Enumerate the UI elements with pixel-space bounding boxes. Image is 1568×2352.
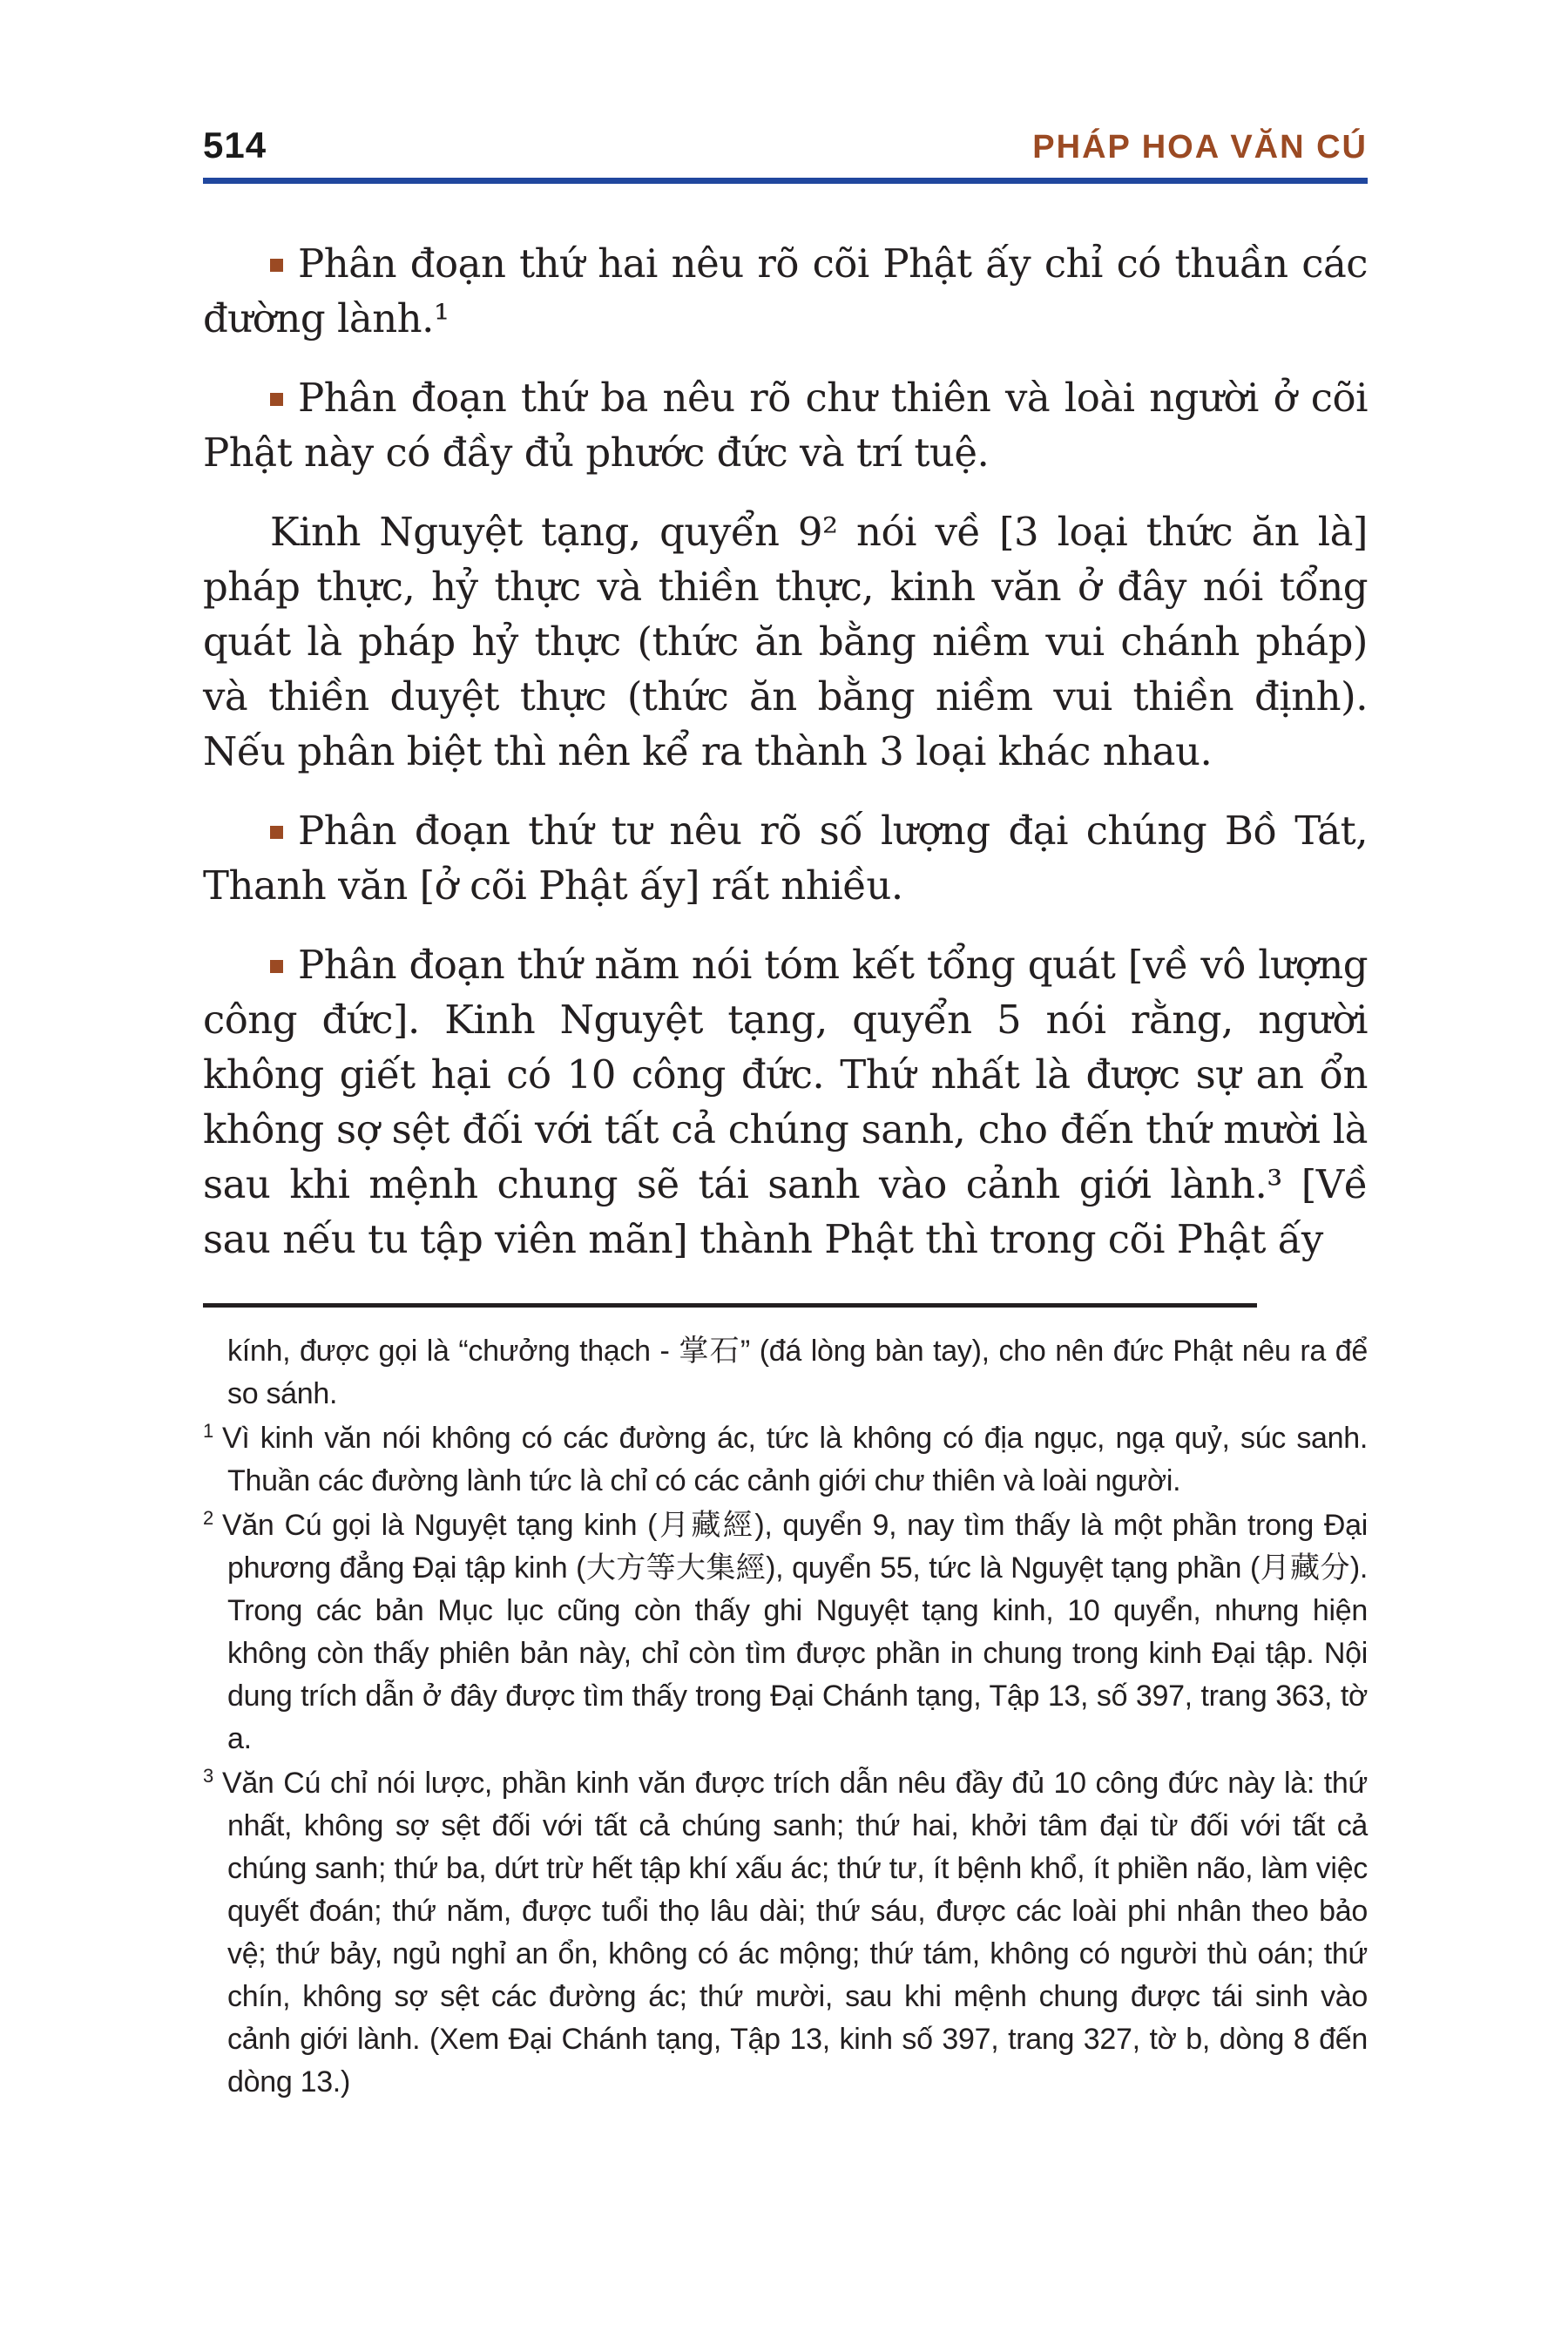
page-number: 514 [203,125,267,166]
paragraph-text: Phân đoạn thứ năm nói tóm kết tổng quát [về vô lượng công đức]. Kinh Nguyệt tạng, quyển 5 nói rằng, người không giết hại có 10 công đức. Thứ nhất là được sự an ổn không sợ sệt đối với tất cả chúng sanh, cho đến thứ mười là sau khi mệnh chung sẽ tái sanh vào cảnh giới lành.³ [Về sau nếu tu tập viên mãn] thành Phật thì trong cõi Phật ấy [203,942,1368,1262]
running-title: PHÁP HOA VĂN CÚ [1032,129,1368,166]
square-bullet-icon [270,960,283,973]
footnote-continuation: kính, được gọi là “chưởng thạch - 掌石” (đá lòng bàn tay), cho nên đức Phật nêu ra để so sánh. [227,1335,1368,1410]
footnote [203,1417,1368,1503]
paragraph-text: Kinh Nguyệt tạng, quyển 9² nói về [3 loại thức ăn là] pháp thực, hỷ thực và thiền thực, kinh văn ở đây nói tổng quát là pháp hỷ thực (thức ăn bằng niềm vui chánh pháp) và thiền duyệt thực (thức ăn bằng niềm vui thiền định). Nếu phân biệt thì nên kể ra thành 3 loại khác nhau. [203,509,1368,774]
footnote-separator-rule [203,1303,1257,1308]
paragraph [203,937,1368,1267]
header-rule [203,178,1368,184]
paragraph-text: Phân đoạn thứ hai nêu rõ cõi Phật ấy chỉ có thuần các đường lành.¹ [203,240,1368,341]
paragraph-text: Phân đoạn thứ ba nêu rõ chư thiên và loài người ở cõi Phật này có đầy đủ phước đức và trí tuệ. [203,375,1368,476]
paragraph [203,236,1368,346]
footnote-text: Vì kinh văn nói không có các đường ác, tức là không có địa ngục, ngạ quỷ, súc sanh. Thuần các đường lành tức là chỉ có các cảnh giới chư thiên và loài người. [221,1422,1368,1497]
footnote-marker: 2 [203,1506,213,1529]
running-header [203,0,1368,164]
main-text [203,236,1368,1267]
footnote-marker: 1 [203,1419,213,1442]
footnote [203,1504,1368,1761]
paragraph [203,504,1368,779]
paragraph [203,803,1368,913]
footnote-text: Văn Cú gọi là Nguyệt tạng kinh (月藏經), quyển 9, nay tìm thấy là một phần trong Đại phương đẳng Đại tập kinh (大方等大集經), quyển 55, tức là Nguyệt tạng phần (月藏分). Trong các bản Mục lục cũng còn thấy ghi Nguyệt tạng kinh, 10 quyển, nhưng hiện không còn thấy phiên bản này, chỉ còn tìm được phần in chung trong kinh Đại tập. Nội dung trích dẫn ở đây được tìm thấy trong Đại Chánh tạng, Tập 13, số 397, trang 363, tờ a. [221,1509,1368,1755]
square-bullet-icon [270,259,283,272]
square-bullet-icon [270,393,283,406]
paragraph [203,370,1368,480]
footnote [203,1762,1368,2104]
paragraph-text: Phân đoạn thứ tư nêu rõ số lượng đại chúng Bồ Tát, Thanh văn [ở cõi Phật ấy] rất nhiều. [203,808,1368,909]
footnote-text: Văn Cú chỉ nói lược, phần kinh văn được trích dẫn nêu đầy đủ 10 công đức này là: thứ nhất, không sợ sệt đối với tất cả chúng sanh; thứ hai, khởi tâm đại từ đối với tất cả chúng sanh; thứ ba, dứt trừ hết tập khí xấu ác; thứ tư, ít bệnh khổ, ít phiền não, làm việc quyết đoán; thứ năm, được tuổi thọ lâu dài; thứ sáu, được các loài phi nhân theo bảo vệ; thứ bảy, ngủ nghỉ an ổn, không có ác mộng; thứ tám, không có người thù oán; thứ chín, không sợ sệt các đường ác; thứ mười, sau khi mệnh chung được tái sinh vào cảnh giới lành. (Xem Đại Chánh tạng, Tập 13, kinh số 397, trang 327, tờ b, dòng 8 đến dòng 13.) [221,1767,1368,2099]
square-bullet-icon [270,826,283,839]
footnote-marker: 3 [203,1764,213,1787]
footnotes-block [203,1330,1368,2104]
